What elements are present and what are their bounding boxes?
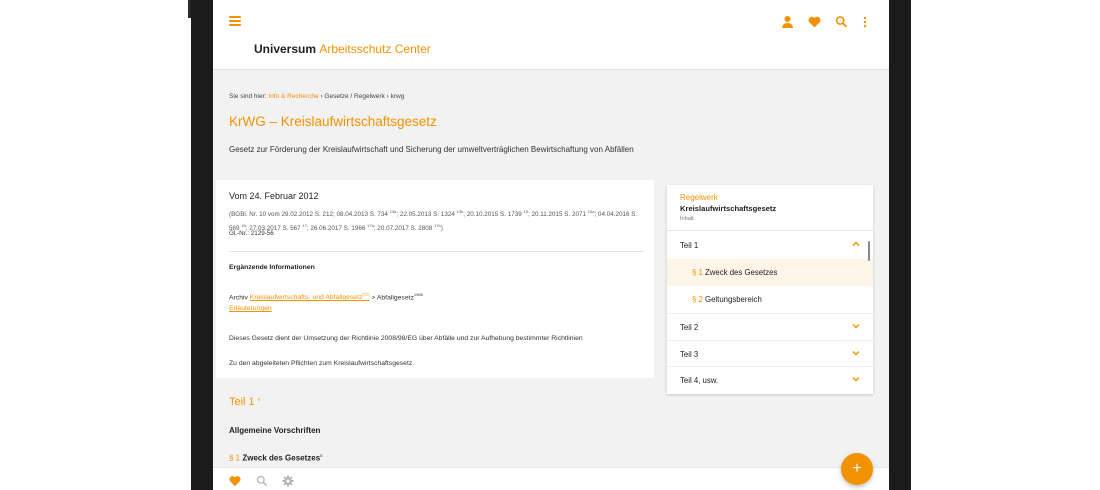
ref-text: ; 20.07.2017 S. 2808 <box>373 224 435 232</box>
archive-line <box>229 292 423 301</box>
archive-label: Archiv <box>229 294 248 302</box>
toc-item-number: § 2 <box>692 295 703 304</box>
ref-text: ; 20.10.2015 S. 1739 <box>463 211 524 219</box>
ref-close: ) <box>440 224 443 232</box>
archive-link-sup: (12) <box>362 292 370 297</box>
ref-sup[interactable]: 15a <box>587 209 595 214</box>
gl-number: Gl.-Nr.: 2129-56 <box>229 230 274 237</box>
toc-item-teil-2[interactable] <box>667 313 873 340</box>
paragraph-title: Zweck des Gesetzes <box>242 453 321 463</box>
archive-sep: > Abfallgesetz <box>369 294 414 302</box>
section-subheading: Allgemeine Vorschriften <box>229 426 321 435</box>
app-screen <box>213 0 889 490</box>
directive-note: Dieses Gesetz dient der Umsetzung der Richtlinie 2008/98/EG über Abfälle und zur Aufhebung bestimmter Richtlinien <box>229 335 583 342</box>
ref-text: ; 20.11.2015 S. 2071 <box>527 211 588 219</box>
breadcrumb-prefix: Sie sind hier: <box>229 93 267 100</box>
chevron-down-icon <box>852 375 860 383</box>
law-info-card <box>216 180 654 378</box>
brand-title[interactable] <box>254 42 431 56</box>
supplementary-heading: Ergänzende Informationen <box>229 264 315 271</box>
toc-item-teil-4[interactable] <box>667 366 873 393</box>
toc-item-number: § 1 <box>692 268 703 277</box>
page-title: KrWG – Kreislaufwirtschaftsgesetz <box>229 114 437 129</box>
toc-item-label: Teil 1 <box>680 241 699 250</box>
toc-item-text: Geltungsbereich <box>705 295 762 304</box>
toc-item-label <box>692 268 777 277</box>
divider <box>229 251 644 252</box>
paragraph-marker[interactable]: E <box>320 453 323 458</box>
paragraph-heading <box>229 453 323 463</box>
heart-icon[interactable] <box>808 15 821 29</box>
toc-panel <box>667 185 873 394</box>
law-references <box>229 207 644 234</box>
law-date: Vom 24. Februar 2012 <box>229 191 319 201</box>
paragraph-number: § 1 <box>229 453 241 463</box>
toc-item-label <box>692 295 762 304</box>
breadcrumb <box>229 93 404 100</box>
breadcrumb-current: krwg <box>390 93 405 100</box>
archive-link[interactable] <box>250 294 370 301</box>
ref-sup[interactable]: 13a <box>389 209 397 214</box>
search-icon[interactable] <box>256 474 268 486</box>
explanations-link[interactable]: Erläuterungen <box>229 305 272 312</box>
section-marker[interactable]: E <box>257 396 261 402</box>
toc-item-para-2[interactable] <box>667 286 873 313</box>
chevron-up-icon <box>852 240 860 248</box>
toc-item-label: Teil 3 <box>680 350 699 359</box>
chevron-down-icon <box>852 349 860 357</box>
toc-title: Kreislaufwirtschaftsgesetz <box>680 204 777 213</box>
ref-sup[interactable]: 17a <box>367 222 374 228</box>
toc-divider <box>667 230 873 231</box>
breadcrumb-link[interactable]: Info & Recherche <box>268 93 319 100</box>
breadcrumb-sep: › <box>386 93 389 100</box>
more-vert-icon[interactable] <box>862 15 875 29</box>
toc-scrollbar[interactable] <box>868 241 870 261</box>
toc-item-label: Teil 2 <box>680 323 699 332</box>
ref-text: ; 22.05.2013 S. 1324 <box>396 211 457 219</box>
page-subtitle: Gesetz zur Förderung der Kreislaufwirtschaft und Sicherung der umweltverträglichen Bewirtschaftung von Abfällen <box>229 145 634 154</box>
top-actions <box>781 15 875 29</box>
menu-icon[interactable] <box>229 16 241 28</box>
ref-sup[interactable]: 13b <box>456 209 464 214</box>
main-content <box>213 71 889 467</box>
archive-link-text: Kreislaufwirtschafts- und Abfallgesetz <box>249 294 363 302</box>
user-icon[interactable] <box>781 15 794 29</box>
breadcrumb-sep: › <box>320 93 323 100</box>
derived-duties-note[interactable]: Zu den abgeleiteten Pflichten zum Kreislaufwirtschaftsgesetz <box>229 360 413 367</box>
ref-text: ; 27.03.2017 S. 567 <box>245 224 303 232</box>
ref-text: ; 26.06.2017 S. 1966 <box>306 224 368 232</box>
ref-text: (BGBl. Nr. 10 vom 29.02.2012 S. 212; 08.04.2013 S. 734 <box>229 211 390 219</box>
archive-sup: 1986 <box>413 292 423 297</box>
ref-sup[interactable]: 17b <box>434 222 441 228</box>
brand-name: Universum <box>254 42 317 56</box>
toc-item-label: Teil 4, usw. <box>680 376 719 385</box>
ref-sup[interactable]: 17 <box>302 222 307 228</box>
section-heading-text: Teil 1 <box>229 396 255 408</box>
ref-text: ; 04.04.2016 S. 569 <box>229 211 638 232</box>
bottom-toolbar <box>213 467 889 490</box>
toc-kicker: Regelwerk <box>680 193 718 202</box>
section-heading <box>229 396 260 408</box>
breadcrumb-item[interactable]: Gesetze / Regelwerk <box>324 93 385 100</box>
ref-sup[interactable]: 16 <box>241 222 246 228</box>
add-fab-button[interactable]: + <box>841 453 873 485</box>
gear-icon[interactable] <box>282 474 294 486</box>
toc-subtitle: Inhalt <box>680 216 694 222</box>
heart-icon[interactable] <box>229 474 241 486</box>
brand-accent: Arbeitsschutz Center <box>319 42 431 56</box>
ref-sup[interactable]: 15 <box>523 209 528 214</box>
search-icon[interactable] <box>835 15 848 29</box>
toc-item-teil-3[interactable] <box>667 340 873 367</box>
toc-item-para-1[interactable] <box>667 259 873 286</box>
toc-item-text: Zweck des Gesetzes <box>705 268 778 277</box>
toc-item-teil-1[interactable] <box>667 232 873 259</box>
top-app-bar <box>213 0 889 70</box>
chevron-down-icon <box>852 322 860 330</box>
